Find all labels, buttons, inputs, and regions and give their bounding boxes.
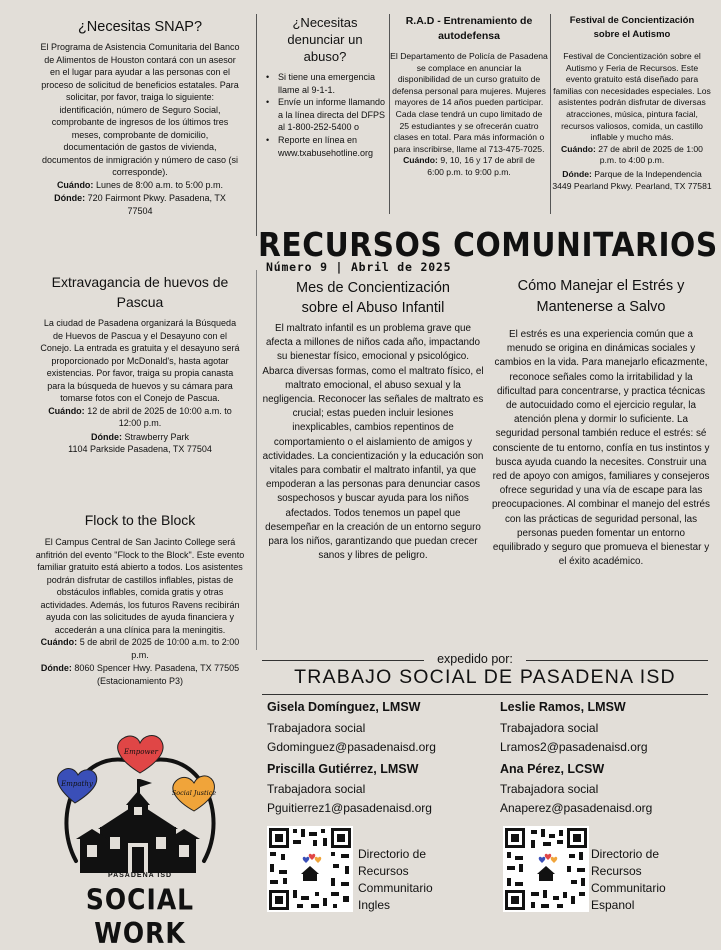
divider-left: [256, 14, 257, 236]
contact-name: Leslie Ramos, LMSW: [500, 700, 626, 714]
qr-caption-line: Directorio de: [591, 847, 660, 861]
rad-when-value: 9, 10, 16 y 17 de abril de 6:00 p.m. to 9:00 p.m.: [427, 155, 535, 177]
autism-where-label: Dónde:: [562, 168, 592, 179]
qr-caption-line: Recursos: [591, 864, 642, 878]
qr-code-spanish[interactable]: [503, 826, 589, 912]
easter-when-label: Cuándo:: [48, 405, 85, 416]
stress-body: El estrés es una experiencia común que a menudo se origina en dinámicas sociales y cambios en la vida. Para manejarlo eficazmente, reconoce señales como la irritabilidad y la dificultad para concentrarse, y practica técnicas de autocuidado como el ejercicio regular, la atención plena y dormir lo suficiente. La seguridad personal también reduce el estrés: sé consciente de tu entorno, confía en tus instintos y busca ayuda cuando la necesites. Construir una red de apoyo con amigos, familiares y consejeros ofrece seguridad y una vía de escape para las preocupaciones. Al combinar el manejo del estrés con las prácticas de seguridad personal, las personas pueden fomentar un entorno equilibrado y seguro que promueva el bienestar y el éxito académico.: [492, 329, 710, 568]
qr-pattern-icon: [503, 826, 589, 912]
svg-text:Empathy: Empathy: [61, 780, 93, 788]
easter-title: Extravagancia de huevos de Pascua: [51, 274, 229, 310]
stress-article: [492, 276, 710, 569]
snap-body: El Programa de Asistencia Comunitaria del Banco de Alimentos de Houston contará con un asesor en el lugar para ayudar a las personas con el proceso de solicitud de beneficios estatales. Para solicitar, por favor, traiga lo siguiente: identificación, número de Seguro Social, comprobante de ingresos de los últimos tres meses, comprobante de domicilio, documentación de gastos de vivienda, documentos de inmigración y número de caso (si corresponde).: [40, 42, 240, 177]
logo-small-text: PASADENA ISD: [107, 872, 173, 879]
rad-when-label: Cuándo:: [403, 155, 438, 166]
rad-title: R.A.D - Entrenamiento de autodefensa: [405, 15, 533, 42]
qr-caption-line: Ingles: [358, 898, 391, 912]
abuse-body: El maltrato infantil es un problema grave que afecta a millones de niños cada año, impactando su bienestar físico, emocional y psicológico. Abarca diversas formas, como el maltrato físico, el maltrato emocional, el abuso sexual y la negligencia. Reconocer las señales de maltrato es crucial; estas pueden incluir lesiones inexplicables, cambios repentinos de comportamiento o el aislamiento de amigos y actividades. La concientización y la educación son vitales para combatir el maltrato infantil, ya que empoderan a las personas para denunciar casos sospechosos y buscar ayuda para los niños afectados. Todos tenemos un papel que desempeñar en la creación de un entorno seguro para los niños, garantizando que puedan crecer sanos y libres de peligro.: [262, 323, 484, 562]
snap-when-label: Cuándo:: [56, 179, 94, 190]
report-item: • Si tiene una emergencia llame al 9-1-1.: [264, 71, 386, 96]
abuse-title: Mes de Concientización sobre el Abuso Infantil: [296, 280, 450, 316]
svg-text:Empower: Empower: [124, 748, 158, 756]
heart-blue-icon: [58, 768, 97, 803]
contact-email-link[interactable]: Lramos2@pasadenaisd.org: [500, 740, 648, 754]
flock-when-label: Cuándo:: [40, 637, 78, 647]
report-list: [264, 71, 386, 159]
logo-big-text: SOCIAL WORK: [85, 883, 195, 950]
contact-email-link[interactable]: Pguitierrez1@pasadenaisd.org: [267, 801, 432, 815]
snap-where: [40, 192, 240, 217]
easter-where-label: Dónde:: [90, 431, 122, 442]
autism-title: Festival de Concientización sobre el Autismo: [569, 15, 695, 40]
contact-name: Ana Pérez, LCSW: [500, 762, 605, 776]
contact-card: [267, 761, 497, 818]
contact-name: Priscilla Gutiérrez, LMSW: [267, 762, 419, 776]
masthead-issue: Número 9 | Abril de 2025: [266, 260, 452, 274]
contact-email-link[interactable]: Gdominguez@pasadenaisd.org: [267, 740, 436, 754]
easter-when: [40, 405, 240, 430]
issued-org: TRABAJO SOCIAL DE PASADENA ISD: [294, 666, 676, 688]
easter-where-line1: Strawberry Park: [124, 431, 190, 442]
stress-title: Cómo Manejar el Estrés y Mantenerse a Salvo: [517, 278, 685, 315]
issued-label: expedido por:: [437, 652, 513, 666]
snap-when: [40, 179, 240, 192]
contact-name: Gisela Domínguez, LMSW: [267, 700, 421, 714]
qr-caption-line: Communitario: [358, 881, 433, 895]
rad-section: [390, 14, 548, 179]
contact-role: Trabajadora social: [500, 782, 599, 796]
flock-section: [30, 511, 250, 687]
heart-red-icon: [118, 736, 163, 773]
contact-role: Trabajadora social: [500, 721, 599, 735]
divider-right: [550, 14, 551, 214]
contact-card: [500, 699, 710, 757]
autism-when-value: 27 de abril de 2025 de 1:00 p.m. to 4:00 p.m.: [598, 143, 703, 166]
contact-role: Trabajadora social: [267, 782, 366, 796]
easter-section: [40, 273, 240, 456]
issued-rule-right: [526, 660, 708, 661]
qr-caption-line: Espanol: [591, 898, 635, 912]
rad-when: [390, 155, 548, 178]
issued-rule-bottom: [262, 694, 708, 695]
flock-where-label: Dónde:: [40, 663, 72, 673]
autism-body: Festival de Concientización sobre el Autismo y Feria de Recursos. Este evento gratuito está diseñado para familias con necesidades especiales. Los asistentes podrán disfrutar de diversas atracciones, música, pintura facial, recursos valiosos, comida, un castillo inflable y mucho más.: [553, 51, 711, 143]
issued-rule-left: [262, 660, 424, 661]
easter-where: [40, 431, 240, 444]
snap-when-value: Lunes de 8:00 a.m. to 5:00 p.m.: [95, 179, 224, 190]
svg-text:Social Justice: Social Justice: [171, 789, 217, 797]
qr-caption-spanish: [591, 846, 666, 914]
flock-when: [30, 636, 250, 661]
qr-caption-line: Directorio de: [358, 847, 427, 861]
snap-where-value: 720 Fairmont Pkwy. Pasadena, TX 77504: [87, 193, 226, 216]
autism-where: [552, 169, 712, 192]
report-item: • Reporte en línea en www.txabusehotline.org: [264, 134, 386, 159]
flock-body: El Campus Central de San Jacinto College será anfitrión del evento "Flock to the Block". Este evento familiar gratuito está abierto a todos. Los asistentes podrán disfrutar de castillos inflables, pistas de obstáculos inflables, comida gratis y otras actividades. Además, los futuros Ravens recibirán ayuda con las solicitudes de ayuda financiera y accederán a una clínica para la meningitis.: [35, 537, 245, 635]
snap-title: ¿Necesitas SNAP?: [77, 19, 203, 35]
easter-when-value: 12 de abril de 2025 de 10:00 a.m. to 12:00 p.m.: [87, 405, 232, 428]
qr-pattern-icon: [267, 826, 353, 912]
flock-where: [30, 662, 250, 687]
autism-when-label: Cuándo:: [561, 143, 596, 154]
autism-when: [552, 144, 712, 167]
flock-where-value: 8060 Spencer Hwy. Pasadena, TX 77505 (Estacionamiento P3): [74, 663, 240, 686]
qr-caption-english: [358, 846, 433, 914]
report-item: • Envíe un informe llamando a la línea directa del DFPS al 1-800-252-5400 o: [264, 96, 386, 134]
report-section: [264, 14, 386, 159]
snap-where-label: Dónde:: [54, 193, 86, 203]
flock-when-value: 5 de abril de 2025 de 10:00 a.m. to 2:00 p.m.: [79, 637, 240, 660]
qr-caption-line: Communitario: [591, 881, 666, 895]
contact-role: Trabajadora social: [267, 721, 366, 735]
contact-card: [267, 699, 487, 757]
autism-where-value: Parque de la Independencia 3449 Pearland Pkwy. Pearland, TX 77581: [552, 168, 712, 191]
autism-section: [552, 14, 712, 192]
contact-email-link[interactable]: Anaperez@pasadenaisd.org: [500, 801, 653, 815]
qr-code-english[interactable]: [267, 826, 353, 912]
abuse-article: [262, 278, 484, 563]
flock-title: Flock to the Block: [84, 512, 196, 528]
masthead-title: RECURSOS COMUNITARIOS: [258, 225, 718, 264]
easter-body: La ciudad de Pasadena organizará la Búsqueda de Huevos de Pascua y el Desayuno con el Conejo. La entrada es gratuita y el desayuno será proporcionado por McDonald's, hasta agotar existencias. Por favor, traiga su propia canasta para la búsqueda de huevos y su cámara para tomarse fotos con el Conejo de Pascua.: [40, 318, 240, 403]
rad-body: El Departamento de Policía de Pasadena se complace en anunciar la disponibilidad de un curso gratuito de defensa personal para mujeres. Mujeres mayores de 14 años pueden participar. Cada clase tendrá un cupo limitado de 25 estudiantes y se ofrecerán cuatro clases en total. Para más información o para inscribirse, llame al 713-475-7025.: [390, 51, 548, 154]
contact-card: [500, 761, 710, 818]
snap-section: [40, 18, 240, 217]
qr-caption-line: Recursos: [358, 864, 409, 878]
divider-left-lower: [256, 270, 257, 650]
social-work-logo: [40, 733, 240, 950]
report-title: ¿Necesitas denunciar un abuso?: [287, 15, 363, 64]
easter-where-line2: 1104 Parkside Pasadena, TX 77504: [68, 444, 212, 454]
